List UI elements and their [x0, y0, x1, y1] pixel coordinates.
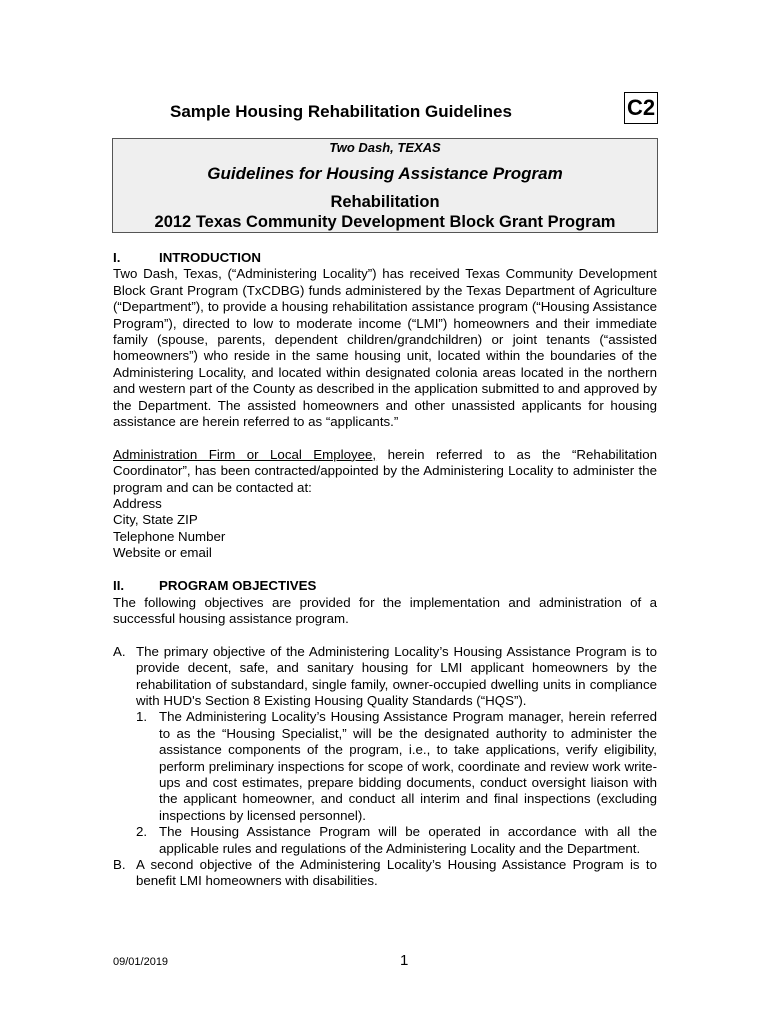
list-item-text: A second objective of the Administering Locality’s Housing Assistance Program is to benefit LMI homeowners with disabilities. [136, 856, 657, 889]
list-marker: A. [113, 643, 126, 659]
list-item-text: The primary objective of the Administering Locality’s Housing Assistance Program is to provide decent, safe, and sanitary housing for LMI applicant homeowners by the rehabilitation of substandard, single family, owner-occupied dwelling units in compliance with HUD's Section 8 Existing Housing Quality Standards (“HQS”). [136, 643, 657, 708]
list-item-text: The Housing Assistance Program will be operated in accordance with all the applicable rules and regulations of the Administering Locality and the Department. [159, 824, 657, 856]
list-item-text: The Administering Locality’s Housing Assistance Program manager, herein referred to as the “Housing Specialist,” will be the designated authority to administer the assistance components of the program, i.e., to take applications, verify eligibility, perform preliminary inspections for scope of work, coordinate and review work write-ups and cost estimates, prepare bidding documents, conduct oversight liaison with the applicant homeowner, and conduct all interim and final inspections (excluding inspections by licensed personnel). [159, 709, 657, 823]
list-marker: 1. [136, 709, 148, 725]
rehab-heading: Rehabilitation [330, 193, 440, 211]
section-heading-objectives [113, 578, 657, 594]
list-item [136, 824, 657, 857]
page-number: 1 [400, 952, 409, 969]
intro-paragraph: Two Dash, Texas, (“Administering Locality”) has received Texas Community Development Block Grant Program (TxCDBG) funds administered by the Texas Department of Agriculture (“Department”), to provide a housing rehabilitation assistance program (“Housing Assistance Program”), directed to low to moderate income (“LMI”) homeowners and their immediate family (spouse, parents, dependent children/grandchildren) or joint tenants (“assisted homeowners”) who reside in the same housing unit, located within the boundaries of the Administering Locality, and located within designated colonia areas located in the northern and western part of the County as described in the application submitted to and approved by the Department. The assisted homeowners and other unassisted applicants for housing assistance are herein referred to as “applicants.” [113, 266, 657, 430]
section-title: PROGRAM OBJECTIVES [159, 578, 317, 594]
program-heading: 2012 Texas Community Development Block Grant Program [154, 213, 616, 231]
section-number: II. [113, 578, 125, 594]
city-line: Two Dash, TEXAS [329, 140, 441, 155]
contact-line: Website or email [113, 545, 212, 561]
admin-firm-label: Administration Firm or Local Employee, [113, 446, 377, 462]
footer-date: 09/01/2019 [113, 956, 169, 968]
list-item [113, 644, 657, 710]
contact-line: Telephone Number [113, 528, 226, 544]
contact-line: Address [113, 496, 162, 512]
list-item [136, 709, 657, 824]
title-box [112, 138, 658, 233]
section-heading-introduction [113, 250, 657, 266]
contact-line: City, State ZIP [113, 512, 198, 528]
admin-paragraph-text: herein referred to as the “Rehabilitation Coordinator”, has been contracted/appointed by the Administering Locality to administer the program and can be contacted at: [113, 446, 657, 495]
page-title: Sample Housing Rehabilitation Guidelines [170, 102, 512, 121]
document-body [113, 250, 657, 890]
list-item [113, 857, 657, 890]
section-title: INTRODUCTION [159, 250, 261, 265]
appendix-badge: C2 [624, 92, 658, 124]
list-marker: 2. [136, 824, 148, 840]
list-marker: B. [113, 856, 126, 872]
objectives-intro: The following objectives are provided for the implementation and administration of a successful housing assistance program. [113, 594, 657, 626]
section-number: I. [113, 250, 121, 265]
admin-paragraph [113, 447, 657, 496]
guidelines-heading: Guidelines for Housing Assistance Program [207, 164, 563, 183]
sub-list [113, 709, 657, 857]
